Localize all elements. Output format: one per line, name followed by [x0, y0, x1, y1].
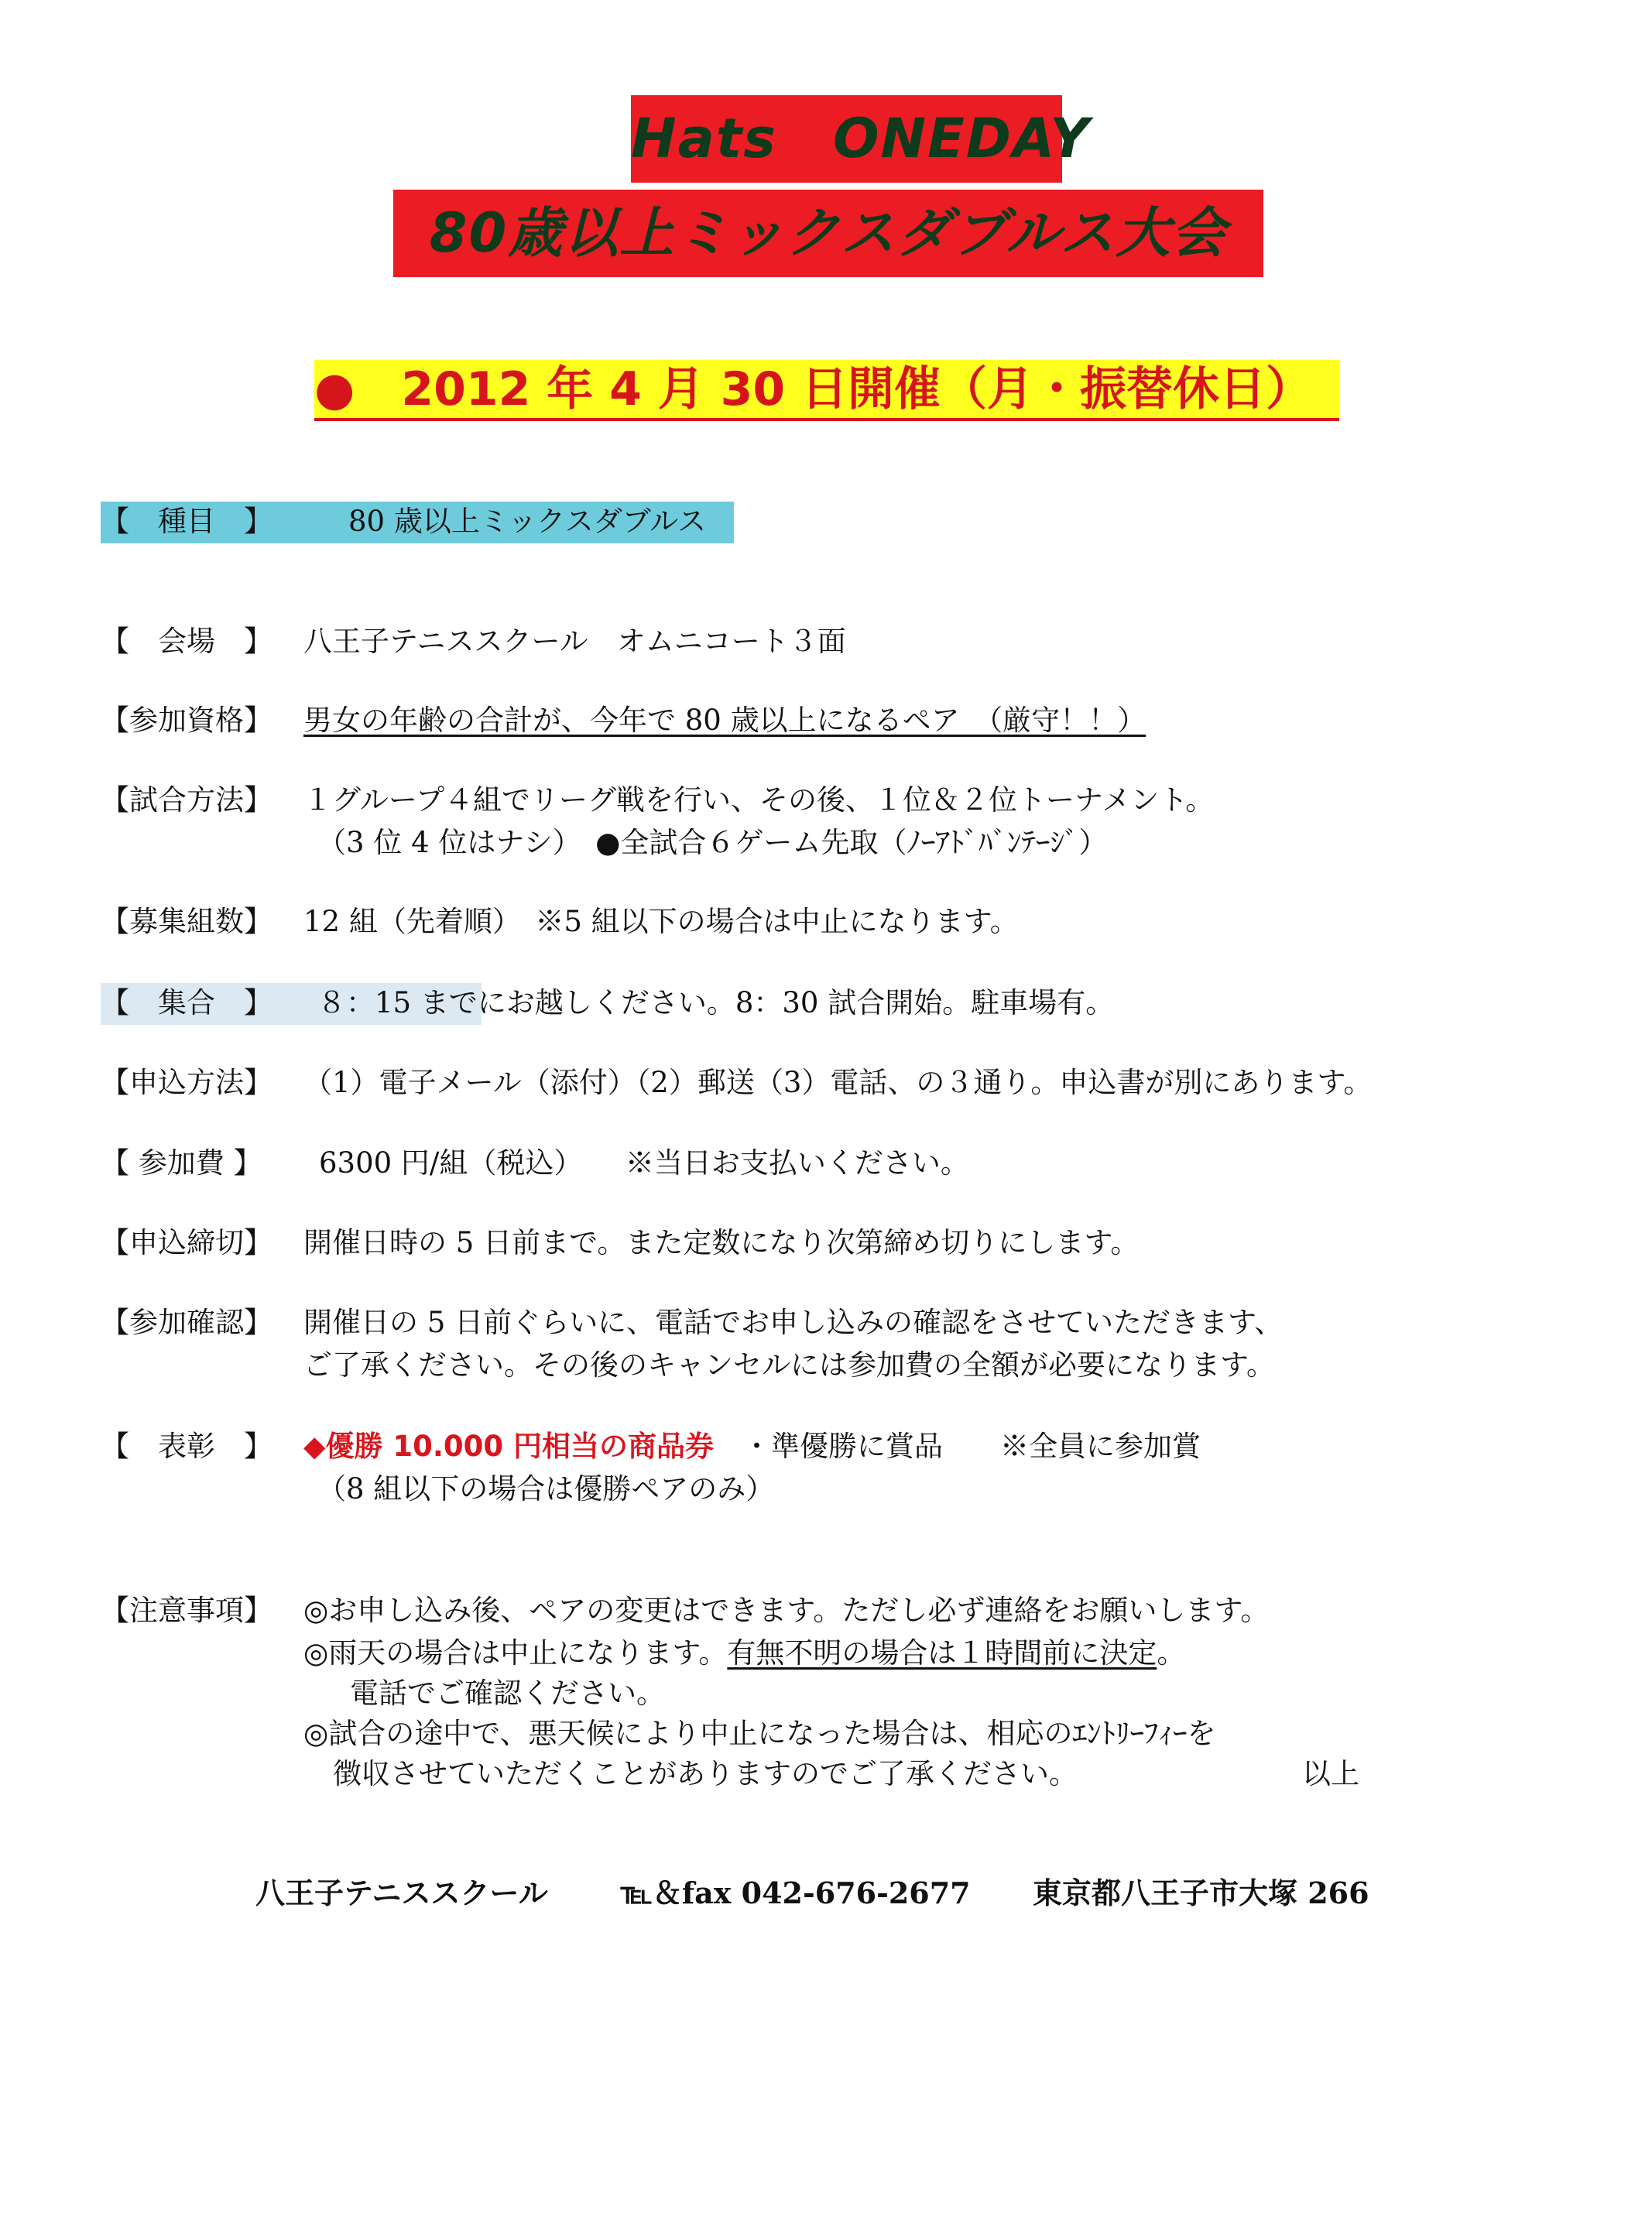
notes-end: 以上 [1302, 1757, 1359, 1790]
event-type-row [101, 502, 734, 543]
format-line1: １グループ４組でリーグ戦を行い、その後、１位＆２位トーナメント。 [303, 783, 1215, 817]
format-row [101, 780, 1214, 820]
award-label: 【 表彰 】 [101, 1430, 272, 1463]
fee-row [101, 1143, 969, 1184]
title-oneday: Hats ONEDAY [631, 95, 1062, 183]
notes-line2c: 。 [1157, 1636, 1186, 1670]
assembly-label: 【 集合 】 [101, 986, 272, 1019]
eligibility-label: 【参加資格】 [101, 704, 272, 737]
confirm-line1: 開催日の 5 日前ぐらいに、電話でお申し込みの確認をさせていただきます、 [303, 1306, 1284, 1339]
notes-line3: 電話でご確認ください。 [350, 1677, 665, 1710]
venue-label: 【 会場 】 [101, 625, 272, 658]
notes-line2b: 有無不明の場合は１時間前に決定 [727, 1636, 1157, 1670]
notes-row [101, 1591, 1269, 1631]
confirm-label: 【参加確認】 [101, 1306, 272, 1339]
notes-label: 【注意事項】 [101, 1594, 272, 1627]
assembly-time: ８：15 まで [317, 986, 478, 1019]
award-row [101, 1427, 1201, 1467]
eligibility-row [101, 701, 1146, 741]
eligibility-value: 男女の年齢の合計が、今年で 80 歳以上になるペア （厳守！！） [303, 704, 1146, 737]
footer-address: 東京都八王子市大塚 266 [1033, 1875, 1369, 1910]
format-label: 【試合方法】 [101, 783, 272, 817]
event-type-label: 【 種目 】 [101, 505, 272, 538]
footer-phone: ℡＆fax 042-676-2677 [621, 1875, 971, 1910]
deadline-row [101, 1223, 1139, 1263]
venue-row [101, 622, 846, 662]
title-tournament: 80歳以上ミックスダブルス大会 [393, 190, 1263, 277]
notes-line5: 徴収させていただくことがありますのでご了承ください。 [333, 1757, 1078, 1790]
notes-line4: ◎試合の途中で、悪天候により中止になった場合は、相応のｴﾝﾄﾘｰﾌｨｰを [303, 1717, 1216, 1750]
confirm-row [101, 1303, 1283, 1343]
footer-school: 八王子テニススクール [255, 1875, 548, 1910]
assembly-row [101, 983, 1114, 1023]
venue-value: 八王子テニススクール オムニコート３面 [303, 625, 846, 658]
notes-line2a: ◎雨天の場合は中止になります。 [303, 1636, 728, 1670]
event-type-value: 80 歳以上ミックスダブルス [348, 505, 707, 538]
deadline-label: 【申込締切】 [101, 1226, 272, 1259]
apply-method-label: 【申込方法】 [101, 1066, 272, 1099]
date-underline [314, 418, 1339, 421]
award-line2: （8 組以下の場合は優勝ペアのみ） [317, 1472, 775, 1506]
format-line2: （3 位 4 位はナシ） ●全試合６ゲーム先取（ﾉｰｱﾄﾞﾊﾞﾝﾃｰｼﾞ） [317, 826, 1108, 859]
recruit-label: 【募集組数】 [101, 905, 272, 938]
deadline-value: 開催日時の 5 日前まで。また定数になり次第締め切りにします。 [303, 1226, 1140, 1259]
confirm-line2: ご了承ください。その後のキャンセルには参加費の全額が必要になります。 [303, 1348, 1276, 1382]
recruit-row [101, 902, 1019, 942]
recruit-value: 12 組（先着順） ※5 組以下の場合は中止になります。 [303, 905, 1019, 938]
fee-value: 6300 円/組（税込） ※当日お支払いください。 [319, 1146, 969, 1180]
apply-method-value: （1）電子メール（添付）（2）郵送（3）電話、の３通り。申込書が別にあります。 [303, 1066, 1373, 1099]
date-line: ● 2012 年 4 月 30 日開催（月・振替休日） [314, 362, 1313, 416]
award-prize: ◆優勝 10.000 円相当の商品券 [303, 1430, 714, 1463]
notes-line1: ◎お申し込み後、ペアの変更はできます。ただし必ず連絡をお願いします。 [303, 1594, 1270, 1627]
apply-method-row [101, 1063, 1372, 1103]
fee-label: 【 参加費 】 [101, 1146, 262, 1180]
award-rest: ・準優勝に賞品 ※全員に参加賞 [714, 1430, 1201, 1463]
notes-line2 [303, 1633, 1185, 1673]
assembly-value: にお越しください。8：30 試合開始。駐車場有。 [477, 986, 1115, 1019]
